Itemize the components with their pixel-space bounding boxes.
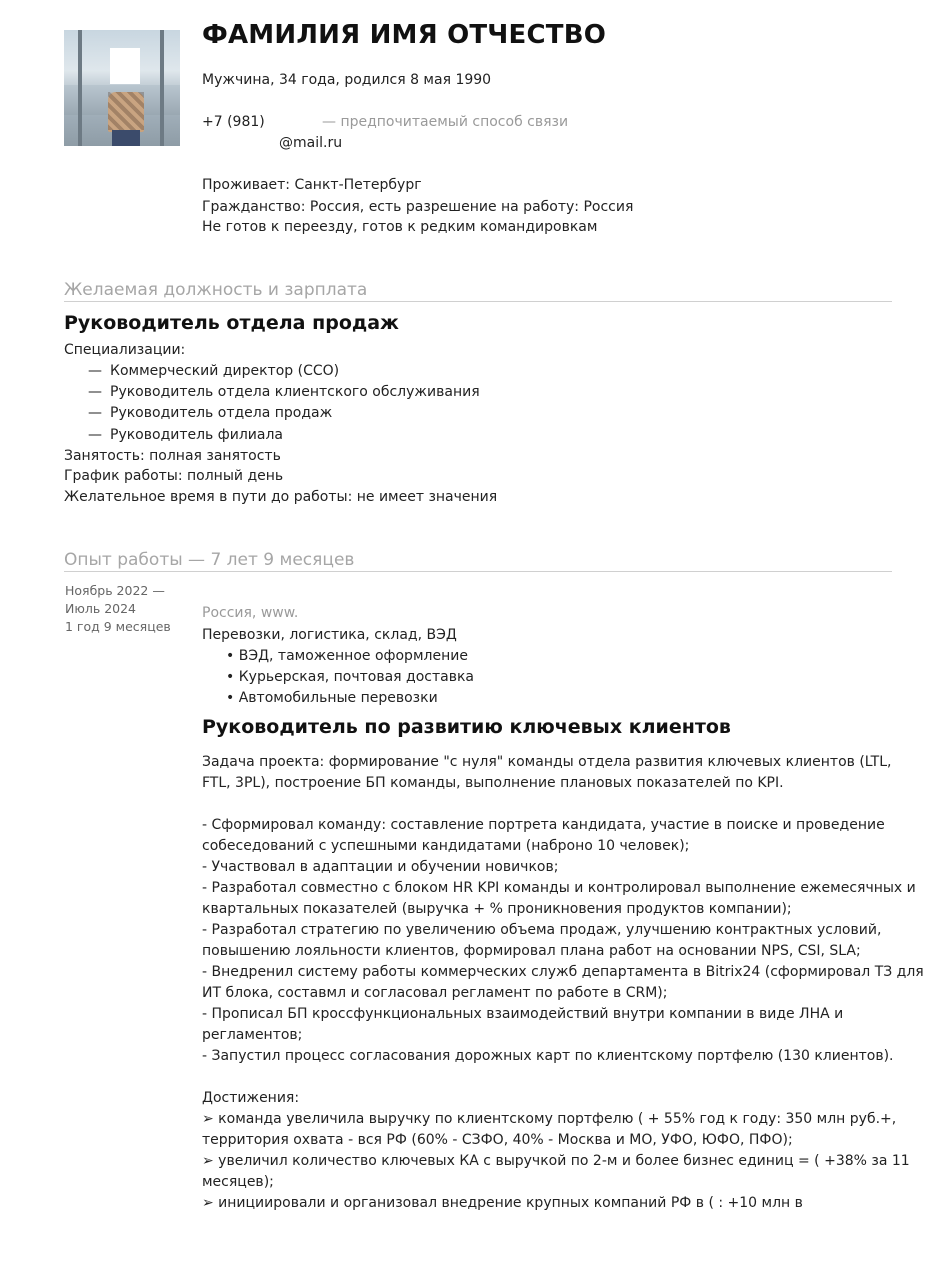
description-line: - Разработал совместно с блоком HR KPI команды и контролировал выполнение ежемесячных и [202,880,916,896]
photo-face-mask [110,48,140,84]
description-line: собеседований с успешными кандидатами (наброно 10 человек); [202,838,690,854]
description-line: - Участвовал в адаптации и обучении новичков; [202,859,559,875]
industry-item-text: Автомобильные перевозки [238,690,438,706]
bullet-marker: • [226,648,235,664]
photo-blur [108,92,144,130]
specializations-label: Специализации: [64,342,186,358]
description-line: Задача проекта: формирование "с нуля" команды отдела развития ключевых клиентов (LTL, [202,754,892,770]
dash-marker: — [88,363,102,379]
specialization-item [88,363,339,379]
achievement-line: ➢ команда увеличила выручку по клиентскому портфелю ( + 55% год к году: 350 млн руб.+, [202,1111,897,1127]
description-line: FTL, 3PL), построение БП команды, выполнение плановых показателей по KPI. [202,775,784,791]
candidate-name: ФАМИЛИЯ ИМЯ ОТЧЕСТВО [202,20,607,50]
specialization-text: Руководитель отдела продаж [110,405,333,421]
schedule: График работы: полный день [64,468,284,484]
achievement-line: территория охвата - вся РФ (60% - СЗФО, 40% - Москва и МО, УФО, ЮФО, ПФО); [202,1132,793,1148]
citizenship: Гражданство: Россия, есть разрешение на работу: Россия [202,199,634,215]
section-title-experience: Опыт работы — 7 лет 9 месяцев [64,550,892,572]
period-end: Июль 2024 [65,601,137,616]
period-duration: 1 год 9 месяцев [65,619,171,634]
company-location[interactable]: Россия, www. [202,605,299,621]
phone-number[interactable]: +7 (981) [202,114,265,130]
description-line: квартальных показателей (выручка + % проникновения продуктов компании); [202,901,792,917]
dash-marker: — [88,405,102,421]
candidate-summary: Мужчина, 34 года, родился 8 мая 1990 [202,72,492,88]
industry-item-text: Курьерская, почтовая доставка [238,669,475,685]
photo-figure-legs [112,130,140,146]
email-address[interactable]: @mail.ru [279,135,343,151]
job-period [65,582,185,636]
relocation: Не готов к переезду, готов к редким командировкам [202,219,598,235]
specialization-item [88,384,480,400]
bullet-marker: • [226,690,235,706]
achievement-line: ➢ инициировали и организовал внедрение крупных компаний РФ в ( : +10 млн в [202,1195,803,1211]
specialization-item [88,405,332,421]
phone-note: — предпочитаемый способ связи [322,114,569,130]
dash-marker: — [88,384,102,400]
job-description [202,752,924,1214]
employment: Занятость: полная занятость [64,448,281,464]
specialization-text: Коммерческий директор (CCO) [110,363,340,379]
dash-marker: — [88,427,102,443]
section-title-desired: Желаемая должность и зарплата [64,280,892,302]
desired-position: Руководитель отдела продаж [64,312,399,334]
bullet-marker: • [226,669,235,685]
industry-item [226,648,468,664]
residence: Проживает: Санкт-Петербург [202,177,422,193]
industry-item [226,669,474,685]
description-line: - Сформировал команду: составление портрета кандидата, участие в поиске и проведение [202,817,885,833]
description-line: - Разработал стратегию по увеличению объема продаж, улучшению контрактных условий, [202,922,882,938]
period-start: Ноябрь 2022 — [65,583,165,598]
description-line: ИТ блока, составмл и согласовал регламент по работе в CRM); [202,985,668,1001]
photo-window-frame [160,30,164,146]
achievement-line: месяцев); [202,1174,274,1190]
job-title: Руководитель по развитию ключевых клиентов [202,716,731,738]
specialization-item [88,427,283,443]
description-line: - Прописал БП кроссфункциональных взаимодействий внутри компании в виде ЛНА и [202,1006,844,1022]
achievement-line: ➢ увеличил количество ключевых КА с выручкой по 2-м и более бизнес единиц = ( +38% за 11 [202,1153,910,1169]
commute: Желательное время в пути до работы: не имеет значения [64,489,498,505]
description-line: регламентов; [202,1027,303,1043]
description-line [202,1067,902,1088]
description-line: - Запустил процесс согласования дорожных карт по клиентскому портфелю (130 клиентов). [202,1048,894,1064]
photo-window-frame [78,30,82,146]
industry-item [226,690,438,706]
specialization-text: Руководитель отдела клиентского обслуживания [110,384,480,400]
achievements-label: Достижения: [202,1090,300,1106]
description-line [202,794,902,815]
specialization-text: Руководитель филиала [110,427,283,443]
industry-item-text: ВЭД, таможенное оформление [238,648,468,664]
avatar [64,30,180,146]
company-industry: Перевозки, логистика, склад, ВЭД [202,627,457,643]
description-line: - Внедренил систему работы коммерческих служб департамента в Bitrix24 (сформировал ТЗ для [202,964,924,980]
description-line: повышению лояльности клиентов, формировал плана работ на основании NPS, CSI, SLA; [202,943,861,959]
